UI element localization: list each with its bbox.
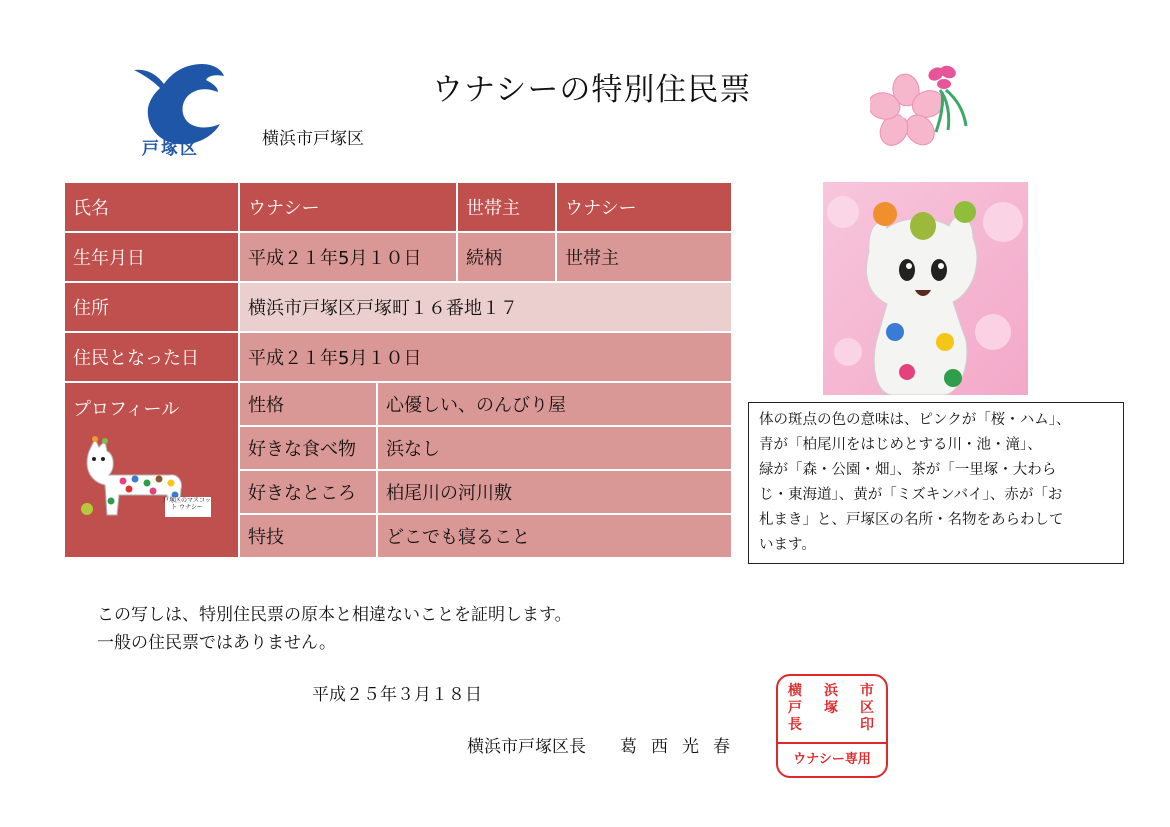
logo-text: 戸塚区 bbox=[142, 139, 199, 159]
profile-item-label: 性格 bbox=[239, 382, 377, 426]
mayor-name: 葛西光春 bbox=[620, 737, 744, 757]
seal-char: 区 bbox=[860, 700, 874, 716]
profile-item-label: 好きなところ bbox=[239, 470, 377, 514]
profile-item-value: 浜なし bbox=[377, 426, 732, 470]
seal-char: 市 bbox=[860, 683, 874, 699]
birth-label: 生年月日 bbox=[64, 232, 239, 282]
certification-disclaimer: 一般の住民票ではありません。 bbox=[97, 633, 337, 653]
issue-date: 平成２５年３月１８日 bbox=[312, 685, 482, 705]
note-line: 札まき」と、戸塚区の名所・名物をあらわして bbox=[759, 512, 1064, 528]
ward-label: 横浜市戸塚区 bbox=[262, 129, 364, 149]
seal-bottom-text: ウナシー専用 bbox=[793, 752, 871, 767]
address-row bbox=[64, 282, 732, 332]
seal-char: 長 bbox=[788, 717, 802, 733]
note-line: 青が「柏尾川をはじめとする川・池・滝」、 bbox=[759, 437, 1042, 453]
profile-item-value: 柏尾川の河川敷 bbox=[377, 470, 732, 514]
profile-cell bbox=[64, 382, 239, 558]
note-line: 緑が「森・公園・畑」、茶が「一里塚・大わら bbox=[759, 462, 1057, 478]
note-line: います。 bbox=[759, 537, 816, 553]
name-label: 氏名 bbox=[64, 182, 239, 232]
seal-divider bbox=[778, 742, 886, 744]
birth-row bbox=[64, 232, 732, 282]
seal-char: 横 bbox=[788, 683, 802, 699]
address-label: 住所 bbox=[64, 282, 239, 332]
relation-value: 世帯主 bbox=[556, 232, 732, 282]
dot-meaning-note bbox=[748, 402, 1124, 564]
address-value: 横浜市戸塚区戸塚町１６番地１７ bbox=[239, 282, 732, 332]
profile-item-label: 特技 bbox=[239, 514, 377, 558]
profile-item-label: 好きな食べ物 bbox=[239, 426, 377, 470]
profile-badge: 戸塚区のマスコット ウナシー bbox=[163, 497, 211, 511]
note-line: じ・東海道」、黄が「ミズキンバイ」、赤が「お bbox=[759, 487, 1063, 503]
name-value: ウナシー bbox=[239, 182, 457, 232]
profile-label: プロフィール bbox=[73, 399, 180, 420]
profile-item-value: どこでも寝ること bbox=[377, 514, 732, 558]
resident-since-label: 住民となった日 bbox=[64, 332, 239, 382]
householder-value: ウナシー bbox=[556, 182, 732, 232]
unassie-photo bbox=[823, 182, 1028, 395]
resident-since-value: 平成２１年5月１０日 bbox=[239, 332, 732, 382]
seal-char: 塚 bbox=[824, 700, 838, 716]
profile-item-value: 心優しい、のんびり屋 bbox=[377, 382, 732, 426]
page-title: ウナシーの特別住民票 bbox=[432, 72, 752, 108]
name-row bbox=[64, 182, 732, 232]
profile-row bbox=[64, 382, 732, 426]
mayor-title: 横浜市戸塚区長 bbox=[467, 737, 586, 757]
registry-table bbox=[63, 181, 733, 559]
resident-since-row bbox=[64, 332, 732, 382]
seal-char: 印 bbox=[860, 717, 874, 733]
relation-label: 続柄 bbox=[457, 232, 556, 282]
official-seal-stamp bbox=[776, 674, 888, 778]
householder-label: 世帯主 bbox=[457, 182, 556, 232]
note-line: 体の斑点の色の意味は、ピンクが「桜・ハム」、 bbox=[759, 412, 1071, 428]
cherry-blossom-icon bbox=[870, 60, 980, 152]
certification-line: この写しは、特別住民票の原本と相違ないことを証明します。 bbox=[97, 605, 572, 625]
birth-value: 平成２１年5月１０日 bbox=[239, 232, 457, 282]
seal-char: 浜 bbox=[824, 683, 838, 699]
seal-char: 戸 bbox=[788, 700, 802, 716]
